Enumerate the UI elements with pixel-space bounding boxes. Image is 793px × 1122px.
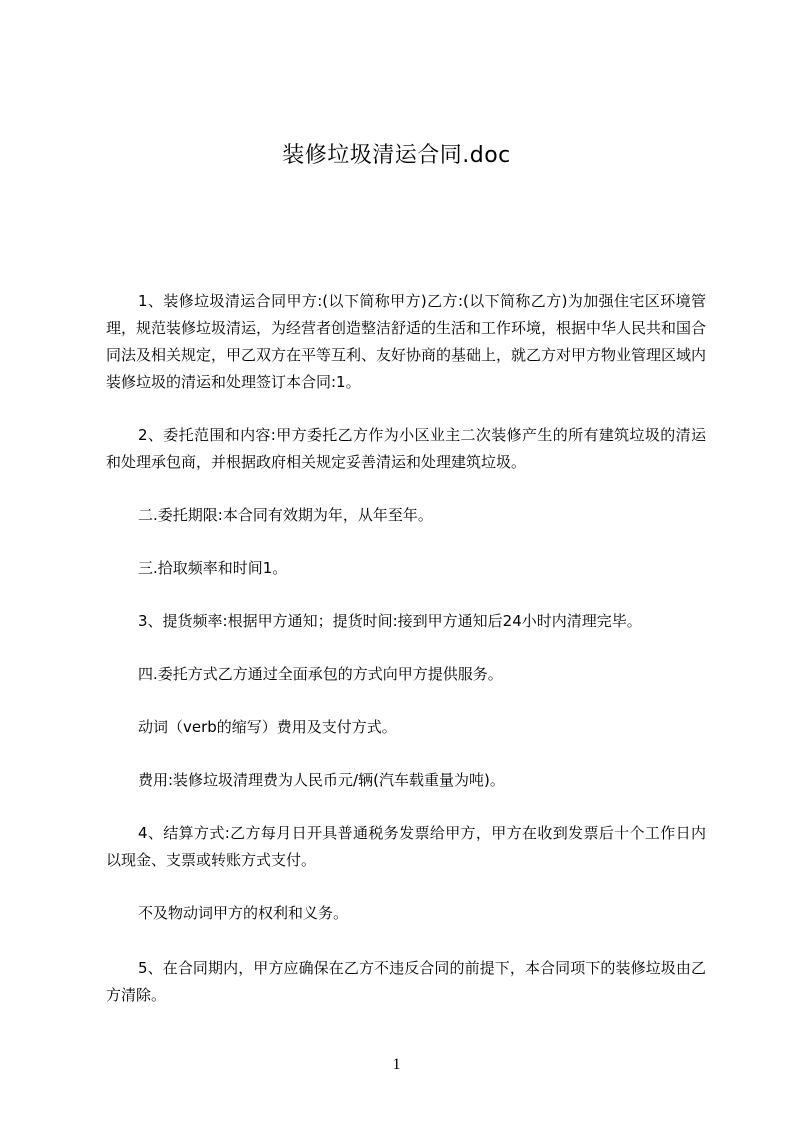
- paragraph-5: 3、提货频率:根据甲方通知；提货时间:接到甲方通知后24小时内清理完毕。: [138, 612, 642, 630]
- paragraph-2: 2、委托范围和内容:甲方委托乙方作为小区业主二次装修产生的所有建筑垃圾的清运和处理承包商，并根据政府相关规定妥善清运和处理建筑垃圾。: [106, 426, 706, 471]
- paragraph-3: 二.委托期限:本合同有效期为年，从年至年。: [138, 506, 433, 524]
- paragraph-1: 1、装修垃圾清运合同甲方:(以下简称甲方)乙方:(以下简称乙方)为加强住宅区环境管理，规范装修垃圾清运，为经营者创造整洁舒适的生活和工作环境，根据中华人民共和国合同法及相关规定，甲乙双方在平等互利、友好协商的基础上，就乙方对甲方物业管理区域内装修垃圾的清运和处理签订本合同:1。: [106, 292, 707, 391]
- paragraph-7: 动词（verb的缩写）费用及支付方式。: [138, 718, 397, 736]
- paragraph-10: 不及物动词甲方的权利和义务。: [138, 904, 349, 922]
- paragraph-6: 四.委托方式乙方通过全面承包的方式向甲方提供服务。: [138, 665, 503, 683]
- page-number: 1: [392, 1056, 401, 1073]
- paragraph-8: 费用:装修垃圾清理费为人民币元/辆(汽车载重量为吨)。: [138, 771, 505, 789]
- document-title: 装修垃圾清运合同.doc: [282, 143, 511, 168]
- paragraph-9: 4、结算方式:乙方每月日开具普通税务发票给甲方，甲方在收到发票后十个工作日内以现金、支票或转账方式支付。: [106, 824, 706, 869]
- paragraph-4: 三.拾取频率和时间1。: [138, 559, 288, 577]
- paragraph-11: 5、在合同期内，甲方应确保在乙方不违反合同的前提下，本合同项下的装修垃圾由乙方清除。: [106, 959, 706, 1004]
